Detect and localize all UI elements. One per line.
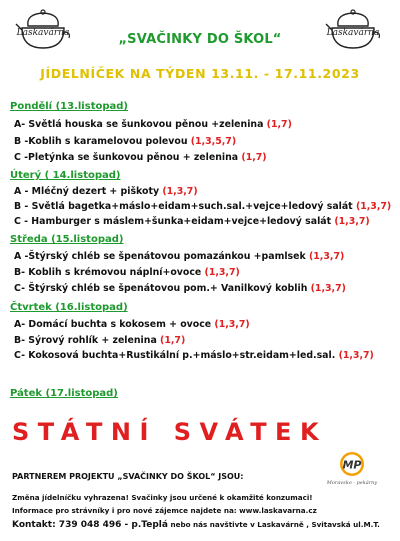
- menu-item: [14, 319, 250, 330]
- allergens: (1,3,5,7): [190, 136, 237, 147]
- menu-item: [14, 350, 374, 361]
- partner-logo-initials: MP: [342, 458, 362, 472]
- allergens: (1,3,7): [355, 201, 392, 212]
- menu-item: [14, 267, 240, 278]
- menu-item-text: A- Domácí buchta s kokosem + ovoce: [14, 319, 215, 330]
- allergens: (1,3,7): [204, 267, 240, 278]
- day-heading-tuesday: Úterý ( 14.listopad): [10, 170, 121, 181]
- logo-text: Laskavárna: [326, 28, 380, 38]
- menu-item-text: B - Světlá bagetka+máslo+eidam+such.sal.+vejce+ledový salát: [14, 201, 356, 212]
- menu-item-text: B- Sýrový rohlík + zelenina: [14, 335, 161, 346]
- allergens: (1,7): [241, 152, 267, 163]
- mp-logo-icon: [326, 450, 378, 494]
- menu-item-text: C -Pletýnka se šunkovou pěnou + zelenina: [14, 152, 242, 163]
- partner-logo: [326, 450, 378, 494]
- menu-item: [14, 251, 344, 262]
- menu-item: [14, 136, 236, 147]
- allergens: (1,7): [160, 335, 186, 346]
- day-heading-wednesday: Středa (15.listopad): [10, 234, 124, 245]
- partner-logo-caption: Moravsko - pekárny: [326, 480, 378, 486]
- partner-text: PARTNEREM PROJEKTU „SVAČINKY DO ŠKOL“ JSOU:: [12, 472, 244, 481]
- contact-phone: Kontakt: 739 048 496 - p.Teplá: [12, 520, 168, 530]
- menu-item-text: A- Světlá houska se šunkovou pěnou +zelenina: [14, 119, 267, 130]
- menu-item-text: C- Štýrský chléb se špenátovou pom.+ Vanilkový koblih: [14, 283, 311, 294]
- menu-item: [14, 216, 370, 227]
- contact-address: nebo nás navštivte v Laskavárně , Svitavská ul.M.T.: [167, 520, 380, 529]
- day-heading-monday: Pondělí (13.listopad): [10, 101, 128, 112]
- menu-item: [14, 283, 346, 294]
- logo-text: Laskavárna: [16, 28, 70, 38]
- page-title: „SVAČINKY DO ŠKOL“: [118, 32, 282, 47]
- day-heading-friday: Pátek (17.listopad): [10, 388, 118, 399]
- allergens: (1,3,7): [310, 283, 346, 294]
- menu-item: [14, 186, 198, 197]
- allergens: (1,3,7): [162, 186, 198, 197]
- holiday-notice: STÁTNÍ SVÁTEK: [12, 418, 328, 446]
- menu-subtitle: JÍDELNÍČEK NA TÝDEN 13.11. - 17.11.2023: [40, 66, 360, 81]
- allergens: (1,3,7): [309, 251, 345, 262]
- menu-item-text: A -Štýrský chléb se špenátovou pomazánkou +pamlsek: [14, 251, 309, 262]
- menu-item-text: A - Mléčný dezert + piškoty: [14, 186, 163, 197]
- contact-line: [12, 520, 380, 530]
- allergens: (1,3,7): [334, 216, 370, 227]
- menu-item: [14, 335, 185, 346]
- allergens: (1,3,7): [214, 319, 250, 330]
- menu-item: [14, 119, 292, 130]
- allergens: (1,7): [266, 119, 292, 130]
- menu-item: [14, 201, 391, 212]
- menu-item-text: B -Koblih s karamelovou polevou: [14, 136, 191, 147]
- footer-note: Změna jídelníčku vyhrazena! Svačinky jsou určené k okamžité konzumaci!: [12, 493, 313, 502]
- menu-item-text: B- Koblih s krémovou náplní+ovoce: [14, 267, 205, 278]
- day-heading-thursday: Čtvrtek (16.listopad): [10, 302, 128, 313]
- allergens: (1,3,7): [338, 350, 374, 361]
- menu-item-text: C- Kokosová buchta+Rustikální p.+máslo+str.eidam+led.sal.: [14, 350, 339, 361]
- menu-item: [14, 152, 267, 163]
- footer-info: Informace pro strávníky i pro nové zájemce najdete na: www.laskavarna.cz: [12, 506, 317, 515]
- menu-item-text: C - Hamburger s máslem+šunka+eidam+vejce+ledový salát: [14, 216, 335, 227]
